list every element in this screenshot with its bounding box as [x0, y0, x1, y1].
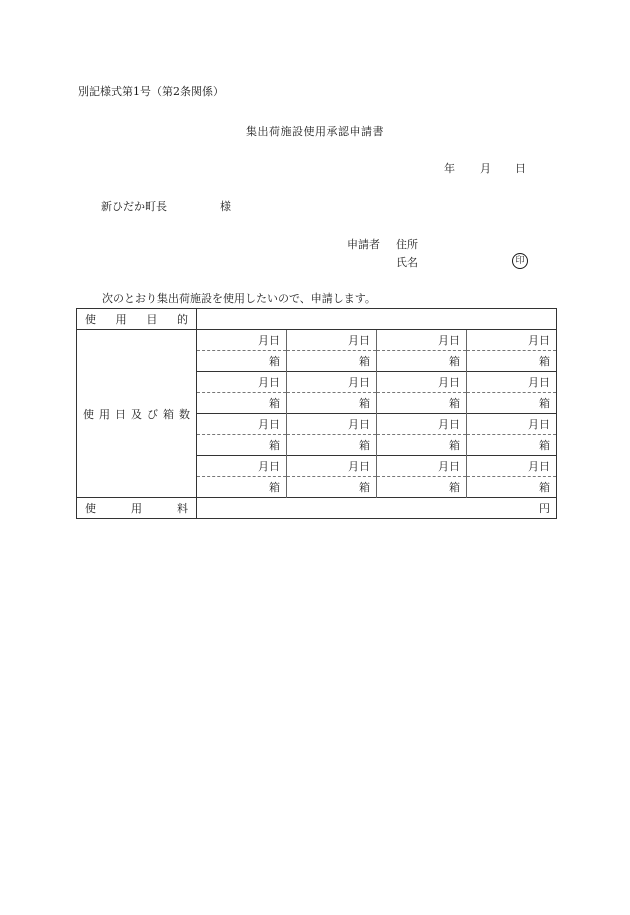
purpose-row	[77, 309, 557, 330]
box-count-slot[interactable]: 箱	[467, 435, 557, 456]
box-count-slot[interactable]: 箱	[467, 351, 557, 372]
box-count-slot[interactable]: 箱	[287, 477, 377, 498]
box-count-slot[interactable]: 箱	[467, 393, 557, 414]
box-count-slot[interactable]: 箱	[377, 477, 467, 498]
date-slot[interactable]: 月日	[467, 372, 557, 393]
box-count-slot[interactable]: 箱	[197, 351, 287, 372]
applicant-label: 申請者	[347, 238, 380, 251]
schedule-date-row	[77, 330, 557, 351]
box-count-slot[interactable]: 箱	[377, 351, 467, 372]
schedule-label: 使 用 日 及 び 箱 数	[77, 330, 197, 498]
date-slot[interactable]: 月日	[287, 414, 377, 435]
box-count-slot[interactable]: 箱	[467, 477, 557, 498]
date-slot[interactable]: 月日	[377, 330, 467, 351]
purpose-input[interactable]	[197, 309, 557, 330]
date-slot[interactable]: 月日	[287, 456, 377, 477]
addressee-honorific: 様	[220, 200, 231, 213]
date-slot[interactable]: 月日	[377, 372, 467, 393]
date-slot[interactable]: 月日	[197, 330, 287, 351]
date-slot[interactable]: 月日	[197, 414, 287, 435]
purpose-label: 使 用 目 的	[77, 309, 197, 330]
fee-unit: 円	[539, 502, 550, 515]
fee-row	[77, 498, 557, 519]
fee-input[interactable]	[197, 498, 557, 519]
fee-label: 使 用 料	[77, 498, 197, 519]
intro-text: 次のとおり集出荷施設を使用したいので、申請します。	[102, 292, 376, 305]
application-table	[76, 308, 557, 519]
box-count-slot[interactable]: 箱	[287, 435, 377, 456]
date-day-label: 日	[515, 162, 526, 175]
addressee-name: 新ひだか町長	[101, 200, 167, 213]
form-note: 別記様式第1号（第2条関係）	[78, 85, 224, 98]
date-slot[interactable]: 月日	[467, 414, 557, 435]
box-count-slot[interactable]: 箱	[377, 435, 467, 456]
date-slot[interactable]: 月日	[287, 372, 377, 393]
name-label: 氏名	[396, 256, 418, 269]
date-slot[interactable]: 月日	[467, 330, 557, 351]
date-slot[interactable]: 月日	[467, 456, 557, 477]
date-year-label: 年	[444, 162, 455, 175]
box-count-slot[interactable]: 箱	[287, 393, 377, 414]
date-slot[interactable]: 月日	[377, 414, 467, 435]
box-count-slot[interactable]: 箱	[377, 393, 467, 414]
seal-icon: 印	[512, 253, 528, 269]
box-count-slot[interactable]: 箱	[197, 393, 287, 414]
box-count-slot[interactable]: 箱	[197, 477, 287, 498]
date-slot[interactable]: 月日	[287, 330, 377, 351]
date-slot[interactable]: 月日	[197, 372, 287, 393]
box-count-slot[interactable]: 箱	[197, 435, 287, 456]
date-slot[interactable]: 月日	[377, 456, 467, 477]
page-title: 集出荷施設使用承認申請書	[246, 125, 384, 138]
box-count-slot[interactable]: 箱	[287, 351, 377, 372]
date-slot[interactable]: 月日	[197, 456, 287, 477]
address-label: 住所	[396, 238, 418, 251]
date-month-label: 月	[480, 162, 491, 175]
